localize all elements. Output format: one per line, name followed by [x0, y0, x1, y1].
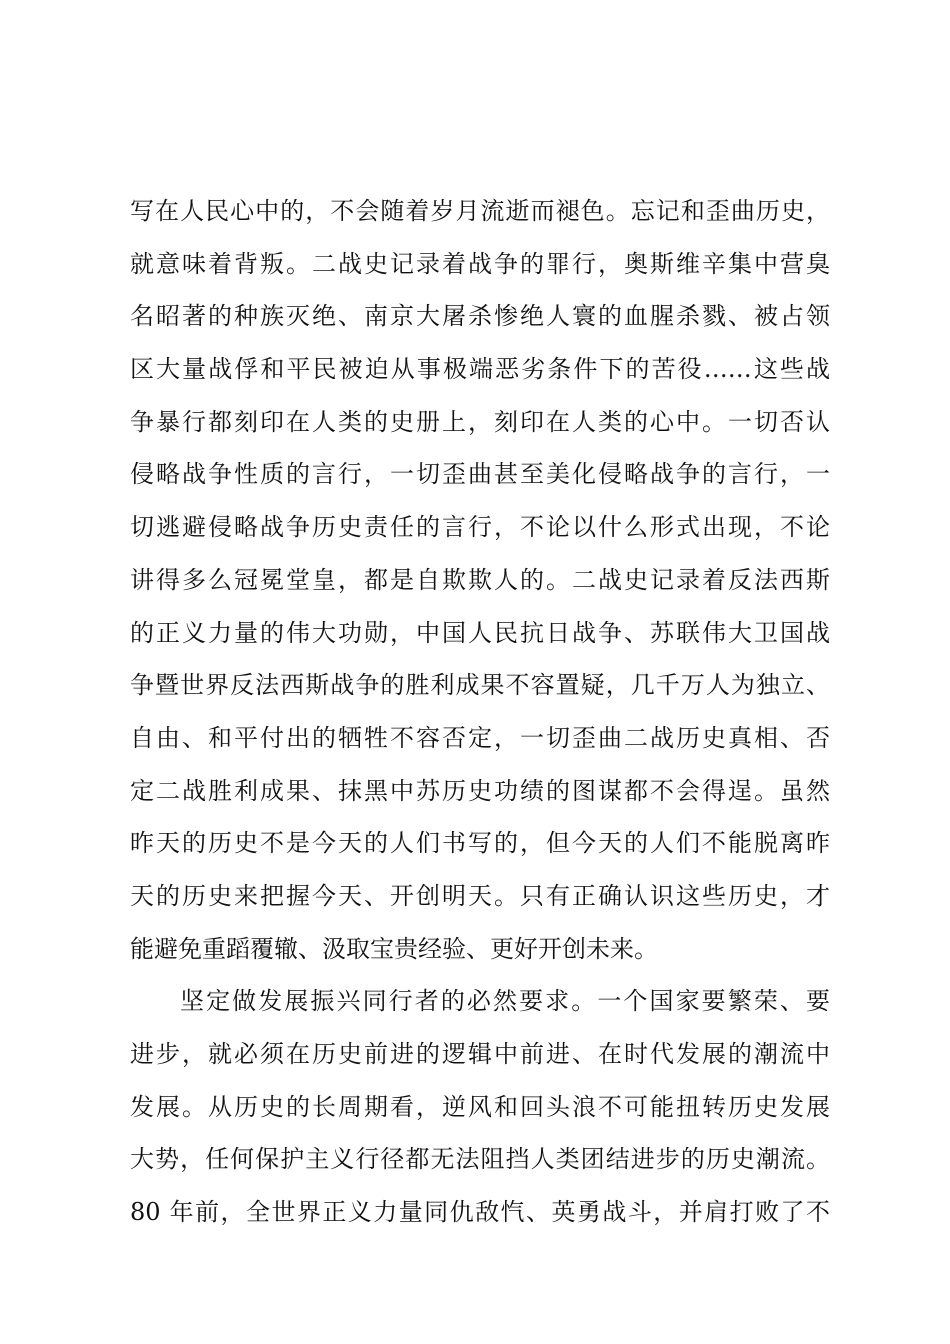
- text-line: 区大量战俘和平民被迫从事极端恶劣条件下的苦役……这些战: [130, 355, 830, 384]
- text-line: 名昭著的种族灭绝、南京大屠杀惨绝人寰的血腥杀戮、被占领: [130, 302, 830, 331]
- body-text: [130, 185, 830, 1239]
- text-line: 进步，就必须在历史前进的逻辑中前进、在时代发展的潮流中: [130, 1040, 830, 1068]
- text-line: 大势，任何保护主义行径都无法阻挡人类团结进步的历史潮流。: [130, 1145, 830, 1174]
- text-line: 昨天的历史不是今天的人们书写的，但今天的人们不能脱离昨: [130, 829, 830, 858]
- text-line: 就意味着背叛。二战史记录着战争的罪行，奥斯维辛集中营臭: [130, 249, 830, 278]
- text-line: 的正义力量的伟大功勋，中国人民抗日战争、苏联伟大卫国战: [130, 618, 830, 647]
- text-line: 侵略战争性质的言行，一切歪曲甚至美化侵略战争的言行，一: [130, 460, 830, 489]
- text-line: 定二战胜利成果、抹黑中苏历史功绩的图谋都不会得逞。虽然: [130, 776, 830, 805]
- text-line: 80 年前，全世界正义力量同仇敌忾、英勇战斗，并肩打败了不: [130, 1198, 830, 1227]
- text-line: 写在人民心中的，不会随着岁月流逝而褪色。忘记和歪曲历史，: [130, 197, 830, 225]
- text-line: 切逃避侵略战争历史责任的言行，不论以什么形式出现，不论: [130, 513, 830, 542]
- text-line: 讲得多么冠冕堂皇，都是自欺欺人的。二战史记录着反法西斯: [130, 565, 830, 594]
- text-line: 争暨世界反法西斯战争的胜利成果不容置疑，几千万人为独立、: [130, 671, 830, 700]
- text-line: 发展。从历史的长周期看，逆风和回头浪不可能扭转历史发展: [130, 1092, 830, 1121]
- text-line: 争暴行都刻印在人类的史册上，刻印在人类的心中。一切否认: [130, 407, 830, 436]
- text-line: 天的历史来把握今天、开创明天。只有正确认识这些历史，才: [130, 881, 830, 910]
- text-line: 坚定做发展振兴同行者的必然要求。一个国家要繁荣、要: [180, 987, 830, 1016]
- text-line: 自由、和平付出的牺牲不容否定，一切歪曲二战历史真相、否: [130, 723, 830, 752]
- text-line: 能避免重蹈覆辙、汲取宝贵经验、更好开创未来。: [130, 934, 658, 963]
